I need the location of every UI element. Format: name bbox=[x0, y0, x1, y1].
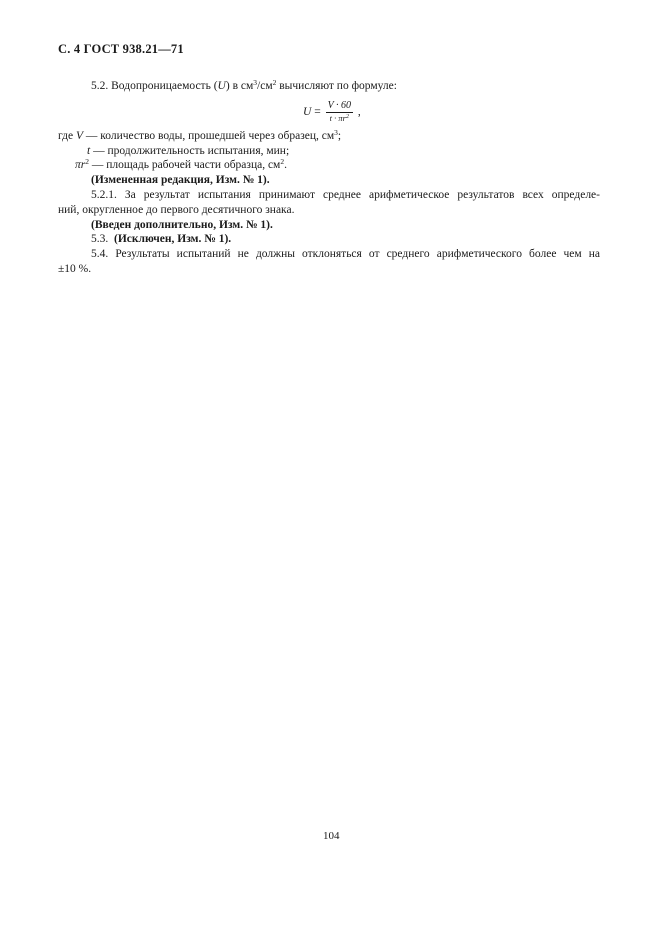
formula-den-text: t · πr bbox=[329, 113, 346, 123]
formula-den-sup: 2 bbox=[345, 114, 349, 120]
amendment-note-1: (Измененная редакция, Изм. № 1). bbox=[91, 174, 270, 186]
where-pr-text: — площадь рабочей части образца, см bbox=[89, 159, 281, 171]
paragraph-5-4-line-2: ±10 %. bbox=[58, 263, 92, 275]
p52-sup-2: 2 bbox=[272, 78, 277, 87]
where-v-symbol: V bbox=[75, 130, 84, 142]
where-pr-sup-2: 2 bbox=[280, 157, 285, 166]
where-t-symbol: t bbox=[87, 145, 91, 157]
where-v-prefix: где bbox=[58, 130, 76, 142]
p52-text-b: ) в см bbox=[225, 80, 254, 92]
where-pr-symbol: πr bbox=[75, 159, 86, 171]
paragraph-5-2-1-line-2: ний, округленное до первого десятичного знака. bbox=[58, 204, 295, 216]
where-pr-end: . bbox=[284, 159, 287, 171]
formula-equals: = bbox=[311, 106, 324, 118]
page-header: С. 4 ГОСТ 938.21—71 bbox=[58, 42, 184, 56]
paragraph-5-3 bbox=[91, 232, 231, 246]
p52-symbol-u: U bbox=[217, 80, 226, 92]
formula-numerator: V · 60 bbox=[327, 100, 351, 111]
p52-sup-1: 3 bbox=[253, 78, 258, 87]
formula bbox=[303, 97, 361, 127]
where-pr-line bbox=[75, 158, 287, 172]
where-v-text: — количество воды, прошедшей через образец, см bbox=[83, 130, 335, 142]
formula-tail: , bbox=[355, 106, 361, 118]
where-t-text: — продолжительность испытания, мин; bbox=[90, 145, 290, 157]
where-v-sup: 3 bbox=[334, 128, 338, 137]
p52-text-d: вычисляют по формуле: bbox=[276, 80, 397, 92]
p52-text-c: /см bbox=[257, 80, 273, 92]
amendment-note-2: (Введен дополнительно, Изм. № 1). bbox=[91, 219, 273, 231]
where-v-line bbox=[58, 129, 341, 143]
formula-denominator bbox=[330, 113, 349, 124]
formula-fraction bbox=[326, 100, 353, 124]
where-t-line bbox=[87, 144, 289, 158]
paragraph-5-2 bbox=[91, 79, 397, 93]
where-v-end: ; bbox=[337, 130, 342, 142]
p52-text-a: 5.2. Водопроницаемость ( bbox=[91, 80, 218, 92]
p53-number: 5.3. bbox=[91, 233, 114, 245]
paragraph-5-4-line-1: 5.4. Результаты испытаний не должны отклоняться от среднего арифметического более чем на bbox=[91, 248, 600, 260]
where-pr-sup: 2 bbox=[85, 157, 89, 166]
page-number: 104 bbox=[323, 830, 340, 842]
p53-text: (Исключен, Изм. № 1). bbox=[114, 233, 232, 245]
paragraph-5-2-1-line-1: 5.2.1. За результат испытания принимают среднее арифметическое результатов всех определе- bbox=[91, 189, 600, 201]
formula-lhs: U bbox=[303, 106, 312, 118]
